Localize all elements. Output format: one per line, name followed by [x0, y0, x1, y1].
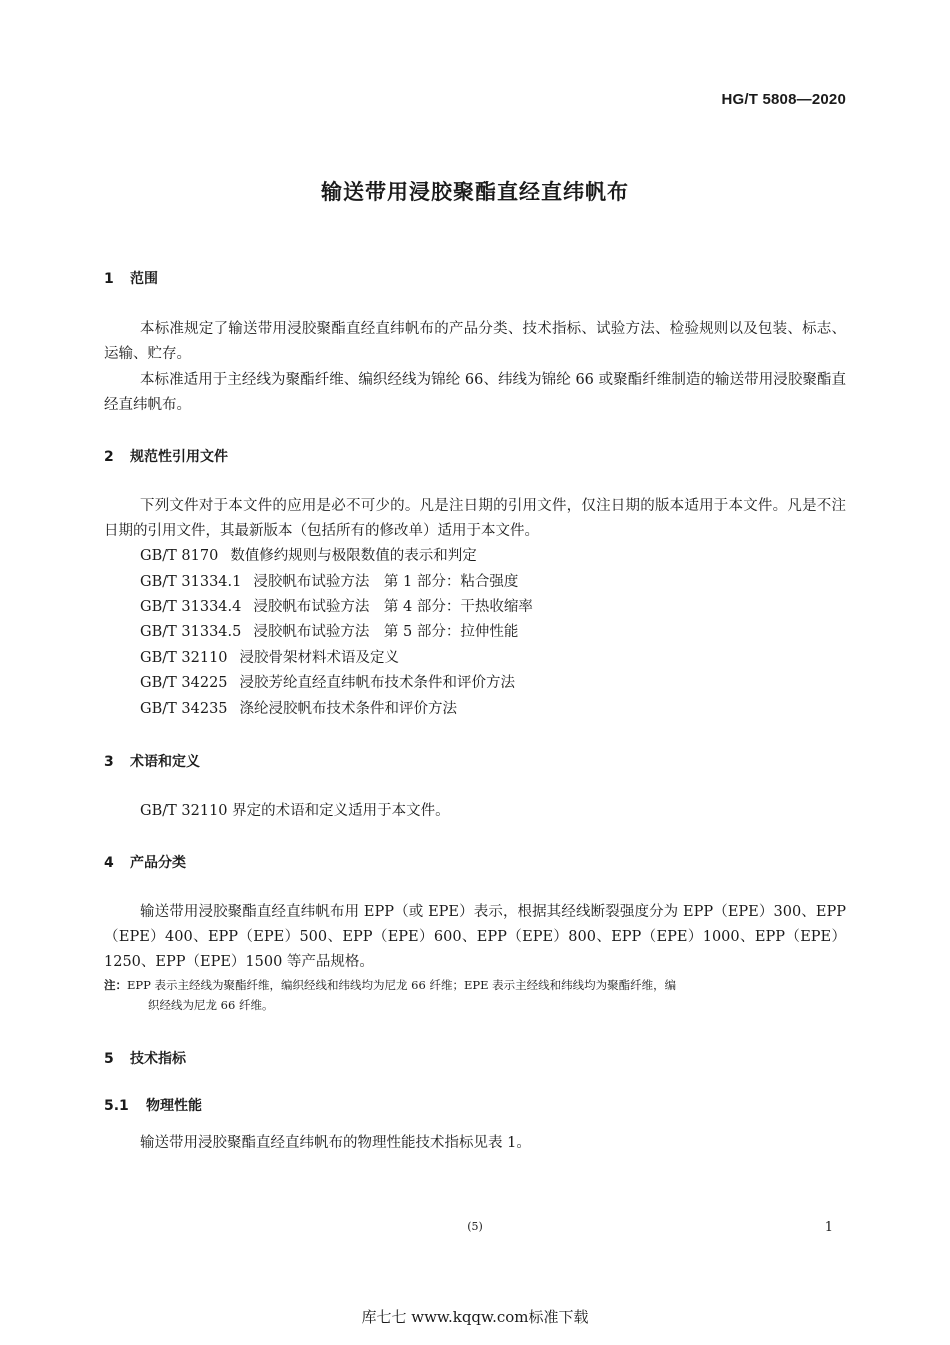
reference-code: GB/T 34235	[140, 701, 228, 717]
reference-title: 数值修约规则与极限数值的表示和判定	[230, 548, 477, 564]
section-title: 产品分类	[130, 855, 186, 871]
section-1-heading	[104, 268, 158, 288]
standard-code: HG/T 5808—2020	[721, 91, 846, 108]
section-5-heading	[104, 1048, 186, 1068]
section-4-heading	[104, 852, 186, 872]
section-3-paragraph-1: GB/T 32110 界定的术语和定义适用于本文件。	[140, 803, 450, 819]
reference-item	[140, 620, 518, 645]
reference-item	[140, 595, 533, 620]
subsection-5-1-heading	[104, 1095, 202, 1115]
subsection-5-1-paragraph-1: 输送带用浸胶聚酯直经直纬帆布的物理性能技术指标见表 1。	[140, 1135, 531, 1151]
reference-code: GB/T 31334.5	[140, 624, 242, 640]
reference-code: GB/T 31334.4	[140, 599, 242, 615]
section-number: 5	[104, 1051, 114, 1067]
section-title: 规范性引用文件	[130, 449, 228, 465]
section-1-paragraph-2: 本标准适用于主经线为聚酯纤维、编织经线为锦纶 66、纬线为锦纶 66 或聚酯纤维制造的输送带用浸胶聚酯直经直纬帆布。	[104, 372, 846, 413]
section-4-note	[104, 975, 846, 1015]
reference-item	[140, 570, 518, 595]
section-1-paragraph-1: 本标准规定了输送带用浸胶聚酯直经直纬帆布的产品分类、技术指标、试验方法、检验规则以及包装、标志、运输、贮存。	[104, 321, 846, 362]
reference-code: GB/T 8170	[140, 548, 219, 564]
footer-watermark: 库七七 www.kqqw.com标准下载	[361, 1308, 589, 1326]
reference-title: 浸胶芳纶直经直纬帆布技术条件和评价方法	[239, 675, 516, 691]
page-mark: (5)	[467, 1220, 483, 1233]
section-title: 技术指标	[130, 1051, 186, 1067]
reference-code: GB/T 31334.1	[140, 574, 242, 590]
reference-title: 浸胶骨架材料术语及定义	[239, 650, 400, 666]
reference-title: 浸胶帆布试验方法 第 5 部分：拉伸性能	[253, 624, 519, 640]
page-number: 1	[824, 1220, 833, 1235]
section-title: 术语和定义	[130, 754, 200, 770]
note-label: 注：	[104, 978, 127, 992]
document-title: 输送带用浸胶聚酯直经直纬帆布	[321, 180, 629, 204]
section-3-heading	[104, 751, 200, 771]
subsection-number: 5.1	[104, 1098, 129, 1114]
section-2-paragraph-1: 下列文件对于本文件的应用是必不可少的。凡是注日期的引用文件，仅注日期的版本适用于本文件。凡是不注日期的引用文件，其最新版本（包括所有的修改单）适用于本文件。	[104, 498, 846, 539]
reference-title: 浸胶帆布试验方法 第 1 部分：粘合强度	[253, 574, 519, 590]
section-4-paragraph-1: 输送带用浸胶聚酯直经直纬帆布用 EPP（或 EPE）表示，根据其经线断裂强度分为 EPP（EPE）300、EPP（EPE）400、EPP（EPE）500、EPP（EPE）600、EPP（EPE）800、EPP（EPE）1000、EPP（EPE）1250、EPP（EPE）1500 等产品规格。	[104, 904, 846, 970]
reference-item	[140, 544, 477, 569]
section-2-heading	[104, 446, 228, 466]
reference-title: 浸胶帆布试验方法 第 4 部分：干热收缩率	[253, 599, 533, 615]
reference-title: 涤纶浸胶帆布技术条件和评价方法	[239, 701, 458, 717]
section-title: 范围	[130, 271, 158, 287]
reference-code: GB/T 34225	[140, 675, 228, 691]
section-number: 4	[104, 855, 114, 871]
section-number: 3	[104, 754, 114, 770]
reference-item	[140, 646, 399, 671]
reference-code: GB/T 32110	[140, 650, 228, 666]
note-text-line-1: EPP 表示主经线为聚酯纤维，编织经线和纬线均为尼龙 66 纤维；EPE 表示主经线和纬线均为聚酯纤维，编	[127, 978, 677, 992]
subsection-title: 物理性能	[146, 1098, 202, 1114]
section-number: 2	[104, 449, 114, 465]
reference-item	[140, 671, 515, 696]
reference-item	[140, 697, 457, 722]
note-text-line-2: 织经线为尼龙 66 纤维。	[148, 998, 274, 1012]
section-number: 1	[104, 271, 114, 287]
